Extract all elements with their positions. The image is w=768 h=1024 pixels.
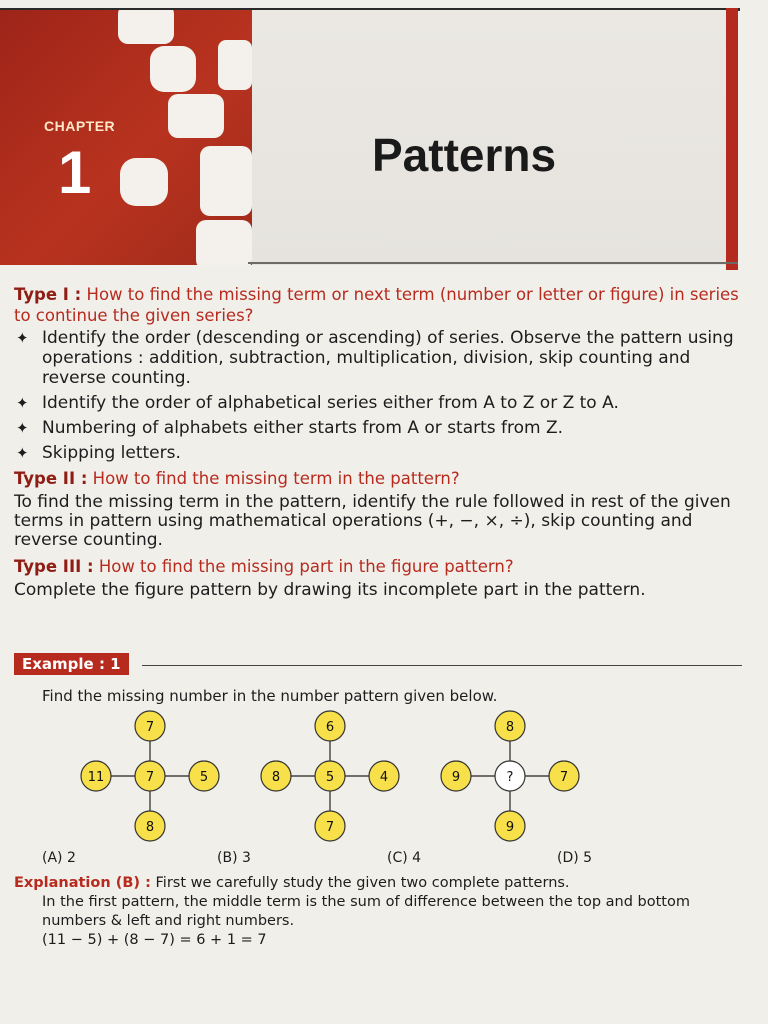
pattern-number-right: 7 [559, 770, 569, 785]
pattern-number-bottom: 8 [145, 820, 155, 835]
example-header [14, 653, 744, 675]
puzzle-piece-icon [196, 220, 252, 265]
accent-bar [726, 8, 738, 270]
puzzle-piece-icon [120, 158, 168, 206]
type-2-heading [14, 468, 744, 489]
type-3-label: Type III : [14, 557, 94, 576]
puzzle-piece-icon [150, 46, 196, 92]
explanation-line: In the first pattern, the middle term is the sum of difference between the top and bottom numbers & left and right numbers. [42, 894, 690, 929]
star-bullet-icon: ✦ [16, 394, 29, 412]
option-b[interactable]: (B) 3 [217, 850, 251, 866]
explanation-line: (11 − 5) + (8 − 7) = 6 + 1 = 7 [42, 932, 267, 948]
type-2-label: Type II : [14, 469, 88, 488]
pattern-number-left: 8 [271, 770, 281, 785]
pattern-number-center: 7 [145, 770, 155, 785]
pattern-number-top: 7 [145, 720, 155, 735]
list-item [14, 328, 744, 388]
bullet-text: Identify the order (descending or ascending) of series. Observe the pattern using operations : addition, subtraction, multiplication, division, skip counting and reverse counting. [42, 328, 734, 388]
type-3-question: How to find the missing part in the figure pattern? [98, 557, 514, 576]
pattern-number-center: ? [506, 770, 514, 785]
type-3-heading [14, 556, 744, 577]
type-1-label: Type I : [14, 285, 82, 304]
puzzle-piece-icon [168, 94, 224, 138]
bullet-text: Skipping letters. [42, 443, 181, 463]
chapter-banner [0, 10, 252, 265]
star-bullet-icon: ✦ [16, 419, 29, 437]
example-label: Example : 1 [14, 653, 129, 675]
puzzle-piece-icon [200, 146, 252, 216]
option-c[interactable]: (C) 4 [387, 850, 422, 866]
list-item [14, 443, 744, 463]
bullet-text: Numbering of alphabets either starts from A or starts from Z. [42, 418, 564, 438]
page-title: Patterns [372, 129, 557, 181]
explanation-label: Explanation (B) : [14, 875, 151, 891]
number-patterns [60, 706, 620, 854]
main-content [14, 284, 744, 600]
list-item [14, 393, 744, 413]
pattern-number-left: 11 [87, 770, 105, 785]
header-rule [248, 262, 738, 264]
puzzle-piece-icon [118, 10, 174, 44]
type-2-question: How to find the missing term in the pattern? [92, 469, 460, 488]
pattern-number-bottom: 9 [505, 820, 515, 835]
option-a[interactable]: (A) 2 [42, 850, 76, 866]
puzzle-piece-icon [218, 40, 252, 90]
pattern-number-top: 8 [505, 720, 515, 735]
type-1-heading [14, 284, 744, 326]
pattern-number-right: 4 [379, 770, 389, 785]
type-1-question: How to find the missing term or next term (number or letter or figure) in series to continue the given series? [14, 285, 739, 325]
pattern-3 [441, 711, 579, 841]
bullet-text: Identify the order of alphabetical series either from A to Z or Z to A. [42, 393, 619, 413]
pattern-number-bottom: 7 [325, 820, 335, 835]
explanation [14, 874, 754, 950]
option-d[interactable]: (D) 5 [557, 850, 593, 866]
pattern-2 [261, 711, 399, 841]
pattern-number-center: 5 [325, 770, 335, 785]
pattern-number-left: 9 [451, 770, 461, 785]
list-item [14, 418, 744, 438]
type-2-text: To find the missing term in the pattern, identify the rule followed in rest of the given terms in pattern using mathematical operations (+, −, ×, ÷), skip counting and reverse counting. [14, 492, 731, 550]
chapter-label: CHAPTER [44, 118, 116, 134]
divider [142, 665, 742, 666]
chapter-number: 1 [58, 139, 92, 206]
pattern-1 [81, 711, 219, 841]
example-question: Find the missing number in the number pattern given below. [42, 687, 498, 705]
type-3-text: Complete the figure pattern by drawing its incomplete part in the pattern. [14, 580, 646, 600]
type-1-bullets [14, 328, 744, 463]
pattern-number-top: 6 [325, 720, 335, 735]
explanation-line: First we carefully study the given two complete patterns. [155, 875, 570, 891]
star-bullet-icon: ✦ [16, 329, 29, 347]
star-bullet-icon: ✦ [16, 444, 29, 462]
pattern-number-right: 5 [199, 770, 209, 785]
